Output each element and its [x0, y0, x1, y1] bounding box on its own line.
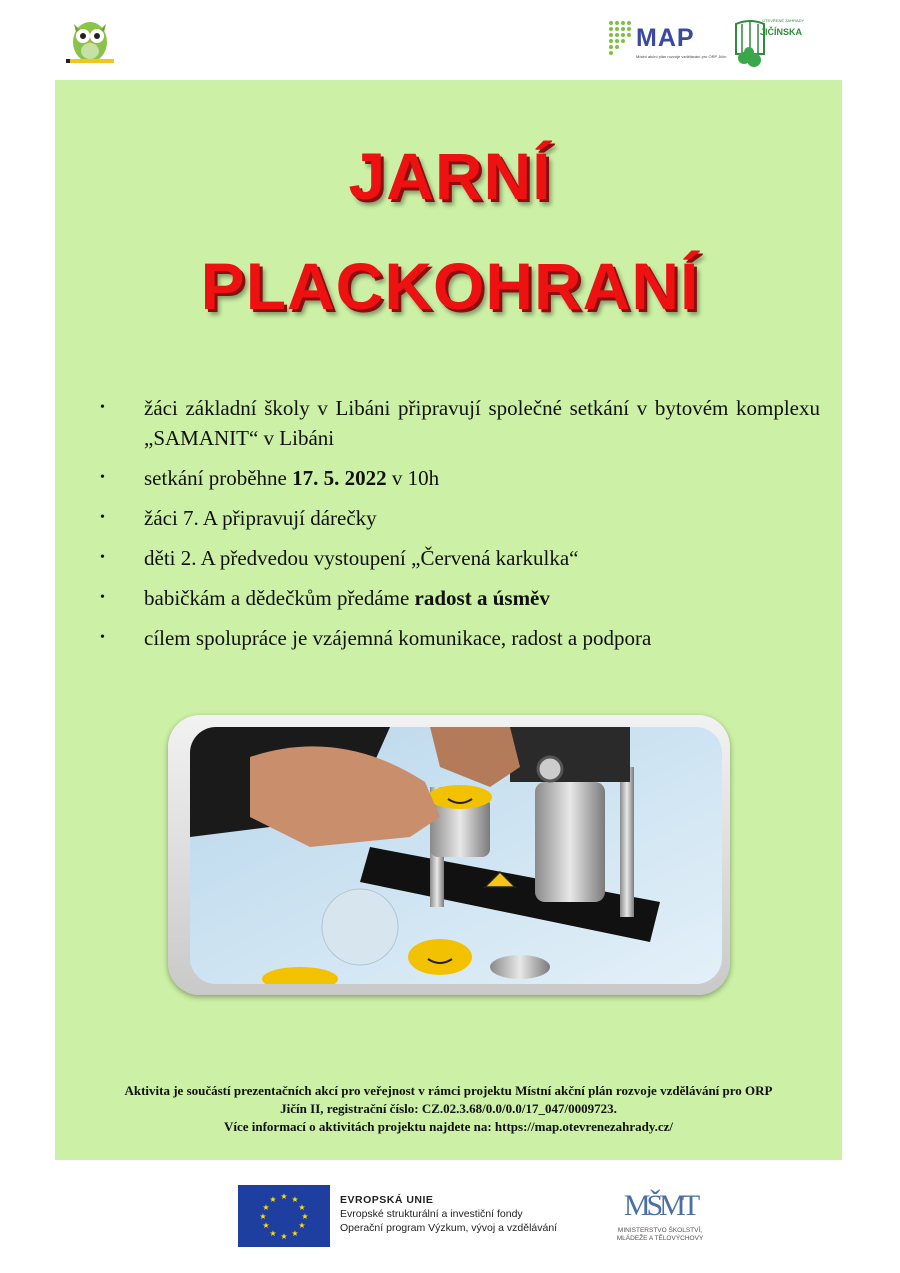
svg-text:★: ★	[291, 1229, 299, 1238]
info-bullet-list	[100, 393, 820, 663]
msmt-line-2: MLÁDEŽE A TĚLOVÝCHOVY	[616, 1235, 704, 1242]
jicinska-logo	[730, 14, 810, 70]
svg-text:★: ★	[262, 1221, 270, 1230]
title-line-2: PLACKOHRANÍ	[200, 249, 700, 323]
svg-text:★: ★	[298, 1221, 306, 1230]
bullet-item: • žáci základní školy v Libáni připravují společné setkání v bytovém komplexu „SAMANIT“ v Libáni	[100, 393, 820, 453]
map-logo	[608, 16, 727, 68]
eu-line-1: EVROPSKÁ UNIE	[340, 1194, 434, 1206]
bullet-item: • žáci 7. A připravují dárečky	[100, 503, 820, 533]
svg-text:★: ★	[262, 1203, 270, 1212]
footnote-line-2: Jičín II, registrační číslo: CZ.02.3.68/0.0/0.0/17_047/0009723.	[280, 1101, 617, 1116]
svg-text:★: ★	[301, 1212, 309, 1221]
eu-flag-icon	[238, 1185, 330, 1247]
svg-text:★: ★	[298, 1203, 306, 1212]
title-line-1: JARNÍ	[348, 139, 552, 213]
svg-text:★: ★	[280, 1192, 288, 1201]
svg-text:★: ★	[291, 1195, 299, 1204]
bullet-item: • babičkám a dědečkům předáme radost a úsměv	[100, 583, 820, 613]
msmt-logo	[600, 1185, 720, 1249]
map-logo-subtitle: Místní akční plán rozvoje vzdělávání pro ORP Jičín	[636, 54, 727, 59]
svg-text:★: ★	[280, 1232, 288, 1241]
svg-text:★: ★	[269, 1195, 277, 1204]
svg-text:MŠMT: MŠMT	[623, 1189, 697, 1222]
badge-press-photo	[190, 727, 722, 984]
project-footnote	[55, 1082, 842, 1136]
svg-text:★: ★	[269, 1229, 277, 1238]
map-logo-text: MAP	[636, 24, 695, 52]
footnote-line-1: Aktivita je součástí prezentačních akcí pro veřejnost v rámci projektu Místní akční plán rozvoje vzdělávání pro ORP	[124, 1083, 773, 1098]
footnote-line-3: Více informací o aktivitách projektu najdete na: https://map.otevrenezahrady.cz/	[223, 1119, 674, 1134]
owl-logo	[62, 14, 118, 66]
bullet-item: • setkání proběhne 17. 5. 2022 v 10h	[100, 463, 820, 493]
jicinska-logo-top: OTEVŘENÉ ZAHRADY	[762, 18, 805, 23]
eu-line-3: Operační program Výzkum, vývoj a vzdělávání	[340, 1222, 558, 1234]
eu-funding-text	[340, 1193, 557, 1235]
msmt-line-1: MINISTERSTVO ŠKOLSTVÍ,	[617, 1227, 703, 1234]
bullet-item: • děti 2. A předvedou vystoupení „Červená karkulka“	[100, 543, 820, 573]
eu-line-2: Evropské strukturální a investiční fondy	[340, 1208, 523, 1220]
jicinska-logo-text: JIČÍNSKA	[760, 27, 803, 37]
svg-text:★: ★	[259, 1212, 267, 1221]
bullet-item: • cílem spolupráce je vzájemná komunikace, radost a podpora	[100, 623, 820, 653]
